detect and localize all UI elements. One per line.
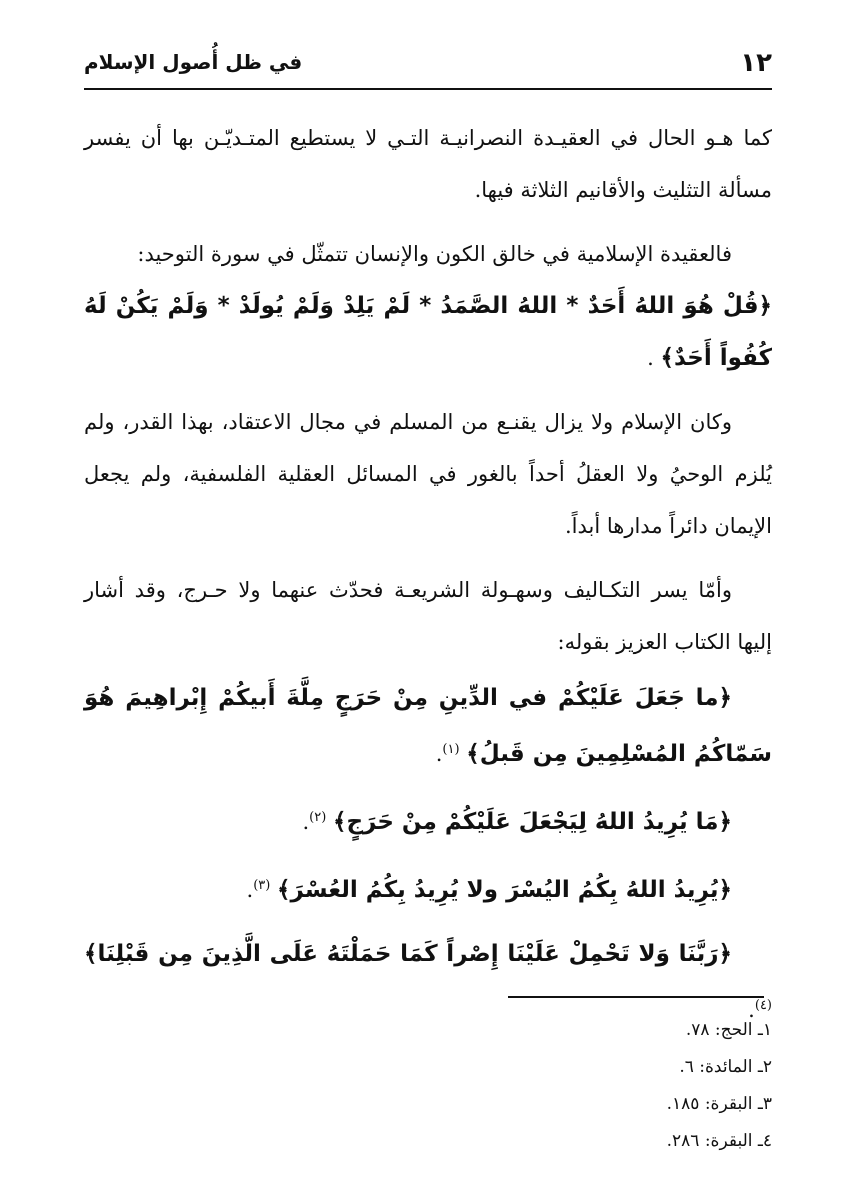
footnote-1: ١ـ الحج: ٧٨. xyxy=(685,1020,772,1040)
verse-list xyxy=(84,672,772,1036)
verse-1: ﴿ما جَعَلَ عَلَيْكُمْ في الدِّينِ مِنْ حَرَجٍ مِلَّةَ أَبيكُمْ إِبْراهِيمَ هُوَ سَمّاكُمُ المُسْلِمِينَ مِن قَبلُ﴾ xyxy=(84,685,772,767)
verse-2-line: ﴿مَا يُرِيدُ اللهُ لِيَجْعَلَ عَلَيْكُمْ مِنْ حَرَجٍ﴾ $^{(٢)}$. xyxy=(302,809,732,835)
paragraph-4: وأمّا يسر التكـاليف وسهـولة الشريعـة فحدّث عنهما ولا حـرج، وقد أشار إليها الكتاب العزيز بقوله: xyxy=(84,578,772,654)
footnote-ref-4: (٤) xyxy=(754,998,772,1013)
paragraph-1: كما هـو الحال في العقيـدة النصرانيـة التـي لا يستطيع المتـديّـن بها أن يفسر مسألة التثليث والأقانيم الثلاثة فيها. xyxy=(84,126,772,202)
verse-1-line: ﴿ما جَعَلَ عَلَيْكُمْ في الدِّينِ مِنْ حَرَجٍ مِلَّةَ أَبيكُمْ إِبْراهِيمَ هُوَ سَمّاكُمُ المُسْلِمِينَ مِن قَبلُ﴾ $^{(١)}$. xyxy=(84,685,772,767)
footnote-3: ٣ـ البقرة: ١٨٥. xyxy=(666,1094,772,1114)
verse-tawhid-line xyxy=(84,280,772,384)
verse-4-line: ﴿رَبَّنَا وَلا تَحْمِلْ عَلَيْنَا إِصْراً كَمَا حَمَلْتَهُ عَلَى الَّذِينَ مِن قَبْلِنَا﴾ $^{(٤)}$. xyxy=(84,941,772,1022)
page-number: ١٢ xyxy=(740,48,772,78)
verse-4: ﴿رَبَّنَا وَلا تَحْمِلْ عَلَيْنَا إِصْراً كَمَا حَمَلْتَهُ عَلَى الَّذِينَ مِن قَبْلِنَا﴾ xyxy=(84,941,732,967)
verse-2: ﴿مَا يُرِيدُ اللهُ لِيَجْعَلَ عَلَيْكُمْ مِنْ حَرَجٍ﴾ xyxy=(332,809,732,835)
footnote-ref-3: (٣) xyxy=(253,878,271,893)
main-text xyxy=(84,112,772,1048)
paragraph-2: فالعقيدة الإسلامية في خالق الكون والإنسان تتمثّل في سورة التوحيد: xyxy=(137,242,732,266)
page-header xyxy=(84,38,772,90)
verse-3: ﴿يُرِيدُ اللهُ بِكُمُ اليُسْرَ ولا يُرِيدُ بِكُمُ العُسْرَ﴾ xyxy=(277,877,732,903)
footnote-ref-2: (٢) xyxy=(309,810,327,825)
footnote-ref-1: (١) xyxy=(442,742,460,757)
running-title: في ظل أُصول الإسلام xyxy=(84,50,303,74)
footnote-2: ٢ـ المائدة: ٦. xyxy=(679,1057,772,1077)
footnote-4: ٤ـ البقرة: ٢٨٦. xyxy=(666,1131,772,1151)
verse-tawhid-period: . xyxy=(647,346,654,370)
verse-3-line: ﴿يُرِيدُ اللهُ بِكُمُ اليُسْرَ ولا يُرِيدُ بِكُمُ العُسْرَ﴾ $^{(٣)}$. xyxy=(246,877,732,903)
footnotes xyxy=(667,1012,772,1160)
footnote-separator xyxy=(508,996,764,998)
paragraph-3: وكان الإسلام ولا يزال يقنـع من المسلم في مجال الاعتقاد، بهذا القدر، ولم يُلزم الوحيُ ولا العقلُ أحداً بالغور في المسائل العقلية الفلسفية، ولم يجعل الإيمان دائراً مدارها أبداً. xyxy=(84,410,772,538)
verse-tawhid: ﴿قُلْ هُوَ اللهُ أَحَدٌ * اللهُ الصَّمَدُ * لَمْ يَلِدْ وَلَمْ يُولَدْ * وَلَمْ يَكُنْ لَهُ كُفُواً أَحَدٌ﴾ xyxy=(84,293,772,371)
